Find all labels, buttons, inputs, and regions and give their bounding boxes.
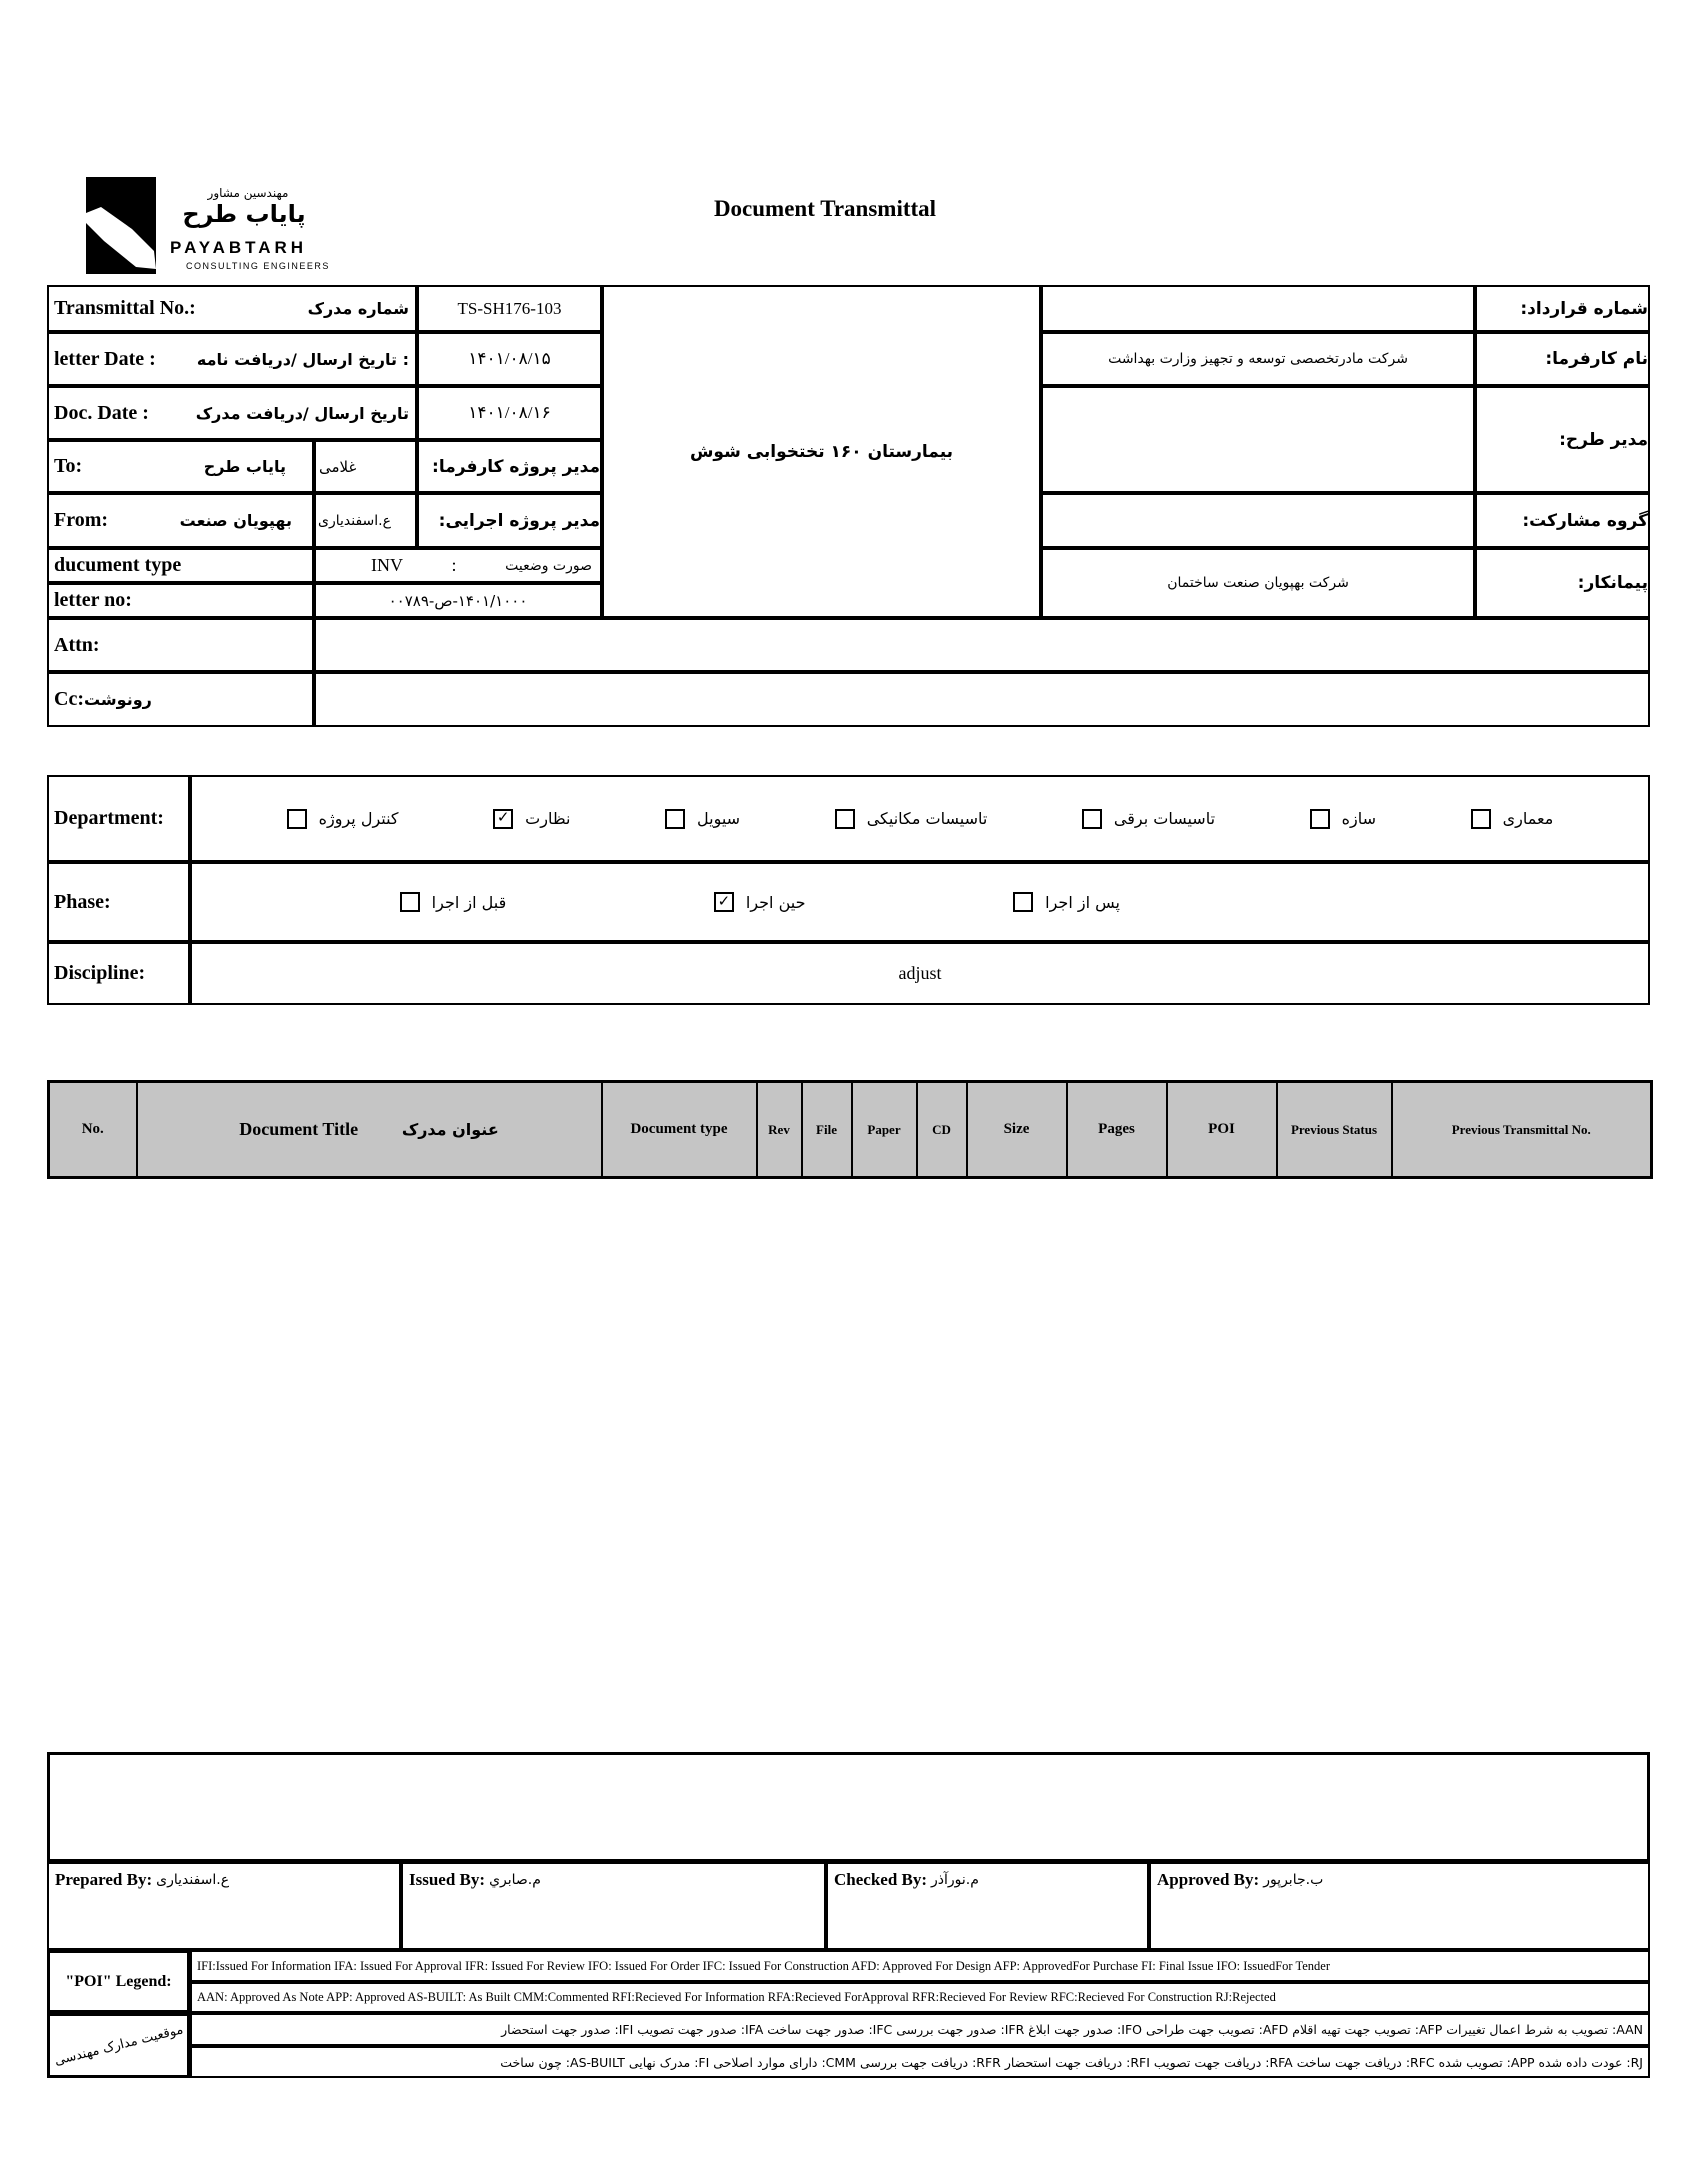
col-header-paper: Paper bbox=[852, 1082, 917, 1178]
fa-legend-label: موقعیت مدارک مهندسی bbox=[52, 2022, 185, 2069]
department-option-label-3: تاسیسات مکانیکی bbox=[866, 809, 988, 828]
cc-label-fa: رونوشت bbox=[83, 690, 152, 709]
logo-company-subtitle: CONSULTING ENGINEERS bbox=[186, 261, 330, 271]
checked-by-value: م.نورآذر bbox=[931, 1872, 979, 1888]
phase-checkbox-0[interactable] bbox=[1013, 892, 1033, 912]
poi-legend-line-1: IFI:Issued For Information IFA: Issued For Approval IFR: Issued For Review IFO: Issued For Order IFC: Issued For Construction AFD: Approved For Design AFP: ApprovedFor Purchase FI: Final Issue IFO: IssuedFor Tender bbox=[190, 1950, 1650, 1982]
department-option-3 bbox=[835, 809, 988, 829]
client-name-value: شرکت مادرتخصصی توسعه و تجهیز وزارت بهداشت bbox=[1108, 351, 1408, 367]
doc-date-value: ۱۴۰۱/۰۸/۱۶ bbox=[417, 386, 602, 440]
phase-option-2 bbox=[400, 892, 507, 912]
department-option-label-4: سیویل bbox=[697, 809, 741, 828]
from-cell bbox=[47, 493, 314, 548]
letter-date-value: ۱۴۰۱/۰۸/۱۵ bbox=[417, 332, 602, 386]
phase-option-0 bbox=[1013, 892, 1120, 912]
page-title: Document Transmittal bbox=[713, 196, 937, 221]
doc-date-label-fa: تاریخ ارسال /دریافت مدرک bbox=[195, 403, 409, 423]
discipline-label: Discipline: bbox=[54, 962, 146, 984]
attn-value-cell bbox=[314, 618, 1650, 672]
from-person-cell bbox=[314, 493, 417, 548]
department-checkbox-4[interactable] bbox=[665, 809, 685, 829]
issued-by-cell bbox=[401, 1862, 826, 1950]
header-info-table bbox=[47, 285, 1650, 727]
prepared-by-value: ع.اسفندیاری bbox=[156, 1872, 230, 1888]
department-label: Department: bbox=[54, 807, 164, 829]
to-person: غلامی bbox=[319, 457, 357, 476]
col-header-prev-status: Previous Status bbox=[1277, 1082, 1392, 1178]
col-header-prev-transmittal: Previous Transmittal No. bbox=[1392, 1082, 1652, 1178]
col-header-cd: CD bbox=[917, 1082, 967, 1178]
department-option-label-5: نظارت bbox=[525, 809, 571, 828]
department-checkbox-0[interactable] bbox=[1471, 809, 1491, 829]
logo-fa-line1: مهندسین مشاور bbox=[207, 186, 289, 200]
to-value: پایاب طرح bbox=[203, 457, 286, 476]
contractor-label-cell bbox=[1475, 548, 1650, 618]
col-header-size: Size bbox=[967, 1082, 1067, 1178]
phase-label-cell bbox=[47, 862, 190, 942]
letter-date-label-cell bbox=[47, 332, 417, 386]
to-role-label: مدیر پروژه کارفرما: bbox=[432, 456, 600, 477]
to-label: To: bbox=[54, 455, 83, 477]
attn-label: Attn: bbox=[54, 633, 100, 656]
department-options-cell bbox=[190, 775, 1650, 862]
discipline-value: adjust bbox=[898, 963, 942, 983]
document-type-label-cell bbox=[47, 548, 314, 583]
department-option-1 bbox=[1310, 809, 1376, 829]
col-header-file: File bbox=[802, 1082, 852, 1178]
department-option-label-2: تاسیسات برقی bbox=[1113, 809, 1216, 828]
client-name-label: نام کارفرما: bbox=[1545, 349, 1648, 369]
poi-legend-label-cell bbox=[47, 1950, 190, 2013]
phase-option-label-2: قبل از اجرا bbox=[431, 892, 507, 912]
cc-label-cell bbox=[47, 672, 314, 727]
phase-option-label-0: پس از اجرا bbox=[1045, 892, 1120, 912]
transmittal-no-value: TS-SH176-103 bbox=[417, 285, 602, 332]
department-option-label-6: کنترل پروژه bbox=[318, 809, 399, 828]
issued-by-value: م.صابري bbox=[489, 1872, 541, 1888]
phase-options-cell bbox=[190, 862, 1650, 942]
design-manager-value-cell bbox=[1041, 386, 1475, 493]
from-person: ع.اسفندیاری bbox=[318, 512, 391, 529]
signature-row bbox=[47, 1862, 1650, 1950]
fa-legend bbox=[47, 2013, 1650, 2078]
doc-date-label-cell bbox=[47, 386, 417, 440]
remarks-empty-box bbox=[47, 1752, 1650, 1862]
phase-checkbox-2[interactable] bbox=[400, 892, 420, 912]
discipline-value-cell bbox=[190, 942, 1650, 1005]
letter-date-label-fa: تاریخ ارسال /دریافت نامه : bbox=[196, 349, 409, 369]
phase-option-1 bbox=[714, 892, 806, 912]
attn-label-cell bbox=[47, 618, 314, 672]
discipline-label-cell bbox=[47, 942, 190, 1005]
department-checkbox-6[interactable] bbox=[287, 809, 307, 829]
letter-no-value: ۱۴۰۱/۱۰۰۰-ص-۰۰۷۸۹ bbox=[388, 591, 528, 610]
fa-legend-line-1: AAN: تصویب به شرط اعمال تغییرات AFP: تصویب جهت تهیه اقلام AFD: تصویب جهت طراحی IFO: صدور جهت ابلاغ IFR: صدور جهت بررسی IFC: صدور جهت ساخت IFA: صدور جهت تصویب IFI: صدور جهت استحضار bbox=[190, 2013, 1650, 2046]
transmittal-no-label-fa: شماره مدرک bbox=[307, 299, 409, 318]
department-option-5 bbox=[493, 809, 570, 829]
issued-by-label: Issued By: bbox=[409, 1870, 486, 1889]
department-option-4 bbox=[665, 809, 740, 829]
poi-legend-line-2: AAN: Approved As Note APP: Approved AS-BUILT: As Built CMM:Commented RFI:Recieved For Information RFA:Recieved ForApproval RFR:Recieved For Review RFC:Recieved For Construction RJ:Rejected bbox=[190, 1982, 1650, 2013]
document-type-colon: : bbox=[451, 555, 457, 575]
logo-fa-line2: پایاب طرح bbox=[182, 200, 306, 228]
contractor-value: شرکت بهپویان صنعت ساختمان bbox=[1167, 575, 1349, 591]
col-header-no: No. bbox=[49, 1082, 137, 1178]
department-option-0 bbox=[1471, 809, 1554, 829]
transmittal-no-label-en: Transmittal No.: bbox=[54, 297, 196, 319]
department-checkbox-5[interactable] bbox=[493, 809, 513, 829]
contract-no-label: شماره قرارداد: bbox=[1520, 298, 1648, 319]
design-manager-label: مدیر طرح: bbox=[1559, 429, 1648, 450]
transmittal-no-label-cell bbox=[47, 285, 417, 332]
to-person-cell bbox=[314, 440, 417, 493]
checked-by-cell bbox=[826, 1862, 1149, 1950]
contract-no-value-cell bbox=[1041, 285, 1475, 332]
cc-label: Cc: bbox=[54, 688, 84, 710]
document-type-label: ducument type bbox=[54, 554, 182, 576]
department-option-6 bbox=[287, 809, 399, 829]
department-checkbox-3[interactable] bbox=[835, 809, 855, 829]
cc-value-cell bbox=[314, 672, 1650, 727]
fa-legend-line-2: RJ: عودت داده شده APP: تصویب شده RFC: دریافت جهت ساخت RFA: دریافت جهت تصویب RFI: دریافت جهت استحضار RFR: دریافت جهت بررسی CMM: دارای موارد اصلاحی FI: مدرک نهایی AS-BUILT: چون ساخت bbox=[190, 2046, 1650, 2078]
prepared-by-cell bbox=[47, 1862, 401, 1950]
checked-by-label: Checked By: bbox=[834, 1870, 928, 1889]
document-type-value-cell bbox=[314, 548, 602, 583]
phase-options bbox=[192, 892, 1328, 912]
contractor-value-cell bbox=[1041, 548, 1475, 618]
department-label-cell bbox=[47, 775, 190, 862]
client-name-label-cell bbox=[1475, 332, 1650, 386]
from-label: From: bbox=[54, 509, 109, 531]
document-type-value-fa: صورت وضعیت bbox=[505, 557, 592, 574]
phase-option-label-1: حین اجرا bbox=[745, 892, 806, 912]
to-role-cell bbox=[417, 440, 602, 493]
phase-checkbox-1[interactable] bbox=[714, 892, 734, 912]
to-cell bbox=[47, 440, 314, 493]
prepared-by-label: Prepared By: bbox=[55, 1870, 153, 1889]
col-header-poi: POI bbox=[1167, 1082, 1277, 1178]
letter-no-value-cell bbox=[314, 583, 602, 618]
letter-no-label-cell bbox=[47, 583, 314, 618]
poi-legend bbox=[47, 1950, 1650, 2013]
department-checkbox-2[interactable] bbox=[1082, 809, 1102, 829]
from-value: بهپویان صنعت bbox=[179, 511, 292, 530]
col-header-title-fa: عنوان مدرک bbox=[401, 1120, 499, 1139]
poi-legend-label: "POI" Legend: bbox=[65, 1972, 172, 1990]
logo-company-name: PAYABTARH bbox=[170, 238, 308, 257]
fa-legend-label-cell bbox=[47, 2013, 190, 2078]
approved-by-label: Approved By: bbox=[1157, 1870, 1260, 1889]
design-manager-label-cell bbox=[1475, 386, 1650, 493]
documents-table-header-row bbox=[49, 1082, 1652, 1178]
document-type-value: INV bbox=[371, 555, 403, 575]
col-header-title-en: Document Title bbox=[239, 1119, 359, 1139]
department-options bbox=[192, 809, 1648, 829]
partnership-value-cell bbox=[1041, 493, 1475, 548]
partnership-label: گروه مشارکت: bbox=[1522, 510, 1648, 531]
phase-label: Phase: bbox=[54, 890, 111, 913]
approved-by-cell bbox=[1149, 1862, 1650, 1950]
from-role-label: مدیر پروژه اجرایی: bbox=[438, 510, 600, 531]
col-header-pages: Pages bbox=[1067, 1082, 1167, 1178]
department-checkbox-1[interactable] bbox=[1310, 809, 1330, 829]
from-role-cell bbox=[417, 493, 602, 548]
logo-swoosh-icon bbox=[86, 177, 156, 274]
department-option-2 bbox=[1082, 809, 1215, 829]
department-option-label-0: معماری bbox=[1502, 809, 1554, 828]
contractor-label: پیمانکار: bbox=[1577, 573, 1648, 593]
project-name-cell bbox=[602, 285, 1041, 618]
col-header-rev: Rev bbox=[757, 1082, 802, 1178]
approved-by-value: ب.جابرپور bbox=[1263, 1872, 1324, 1888]
doc-date-label-en: Doc. Date : bbox=[54, 401, 149, 424]
client-name-value-cell bbox=[1041, 332, 1475, 386]
partnership-label-cell bbox=[1475, 493, 1650, 548]
documents-table bbox=[47, 1080, 1653, 1179]
col-header-title bbox=[137, 1082, 602, 1178]
letter-date-label-en: letter Date : bbox=[54, 347, 156, 370]
col-header-type: Document type bbox=[602, 1082, 757, 1178]
department-option-label-1: سازه bbox=[1341, 809, 1377, 828]
classification-table bbox=[47, 775, 1650, 1005]
letter-no-label: letter no: bbox=[54, 589, 132, 611]
project-name: بیمارستان ۱۶۰ تختخوابی شوش bbox=[689, 441, 954, 462]
contract-no-label-cell bbox=[1475, 285, 1650, 332]
